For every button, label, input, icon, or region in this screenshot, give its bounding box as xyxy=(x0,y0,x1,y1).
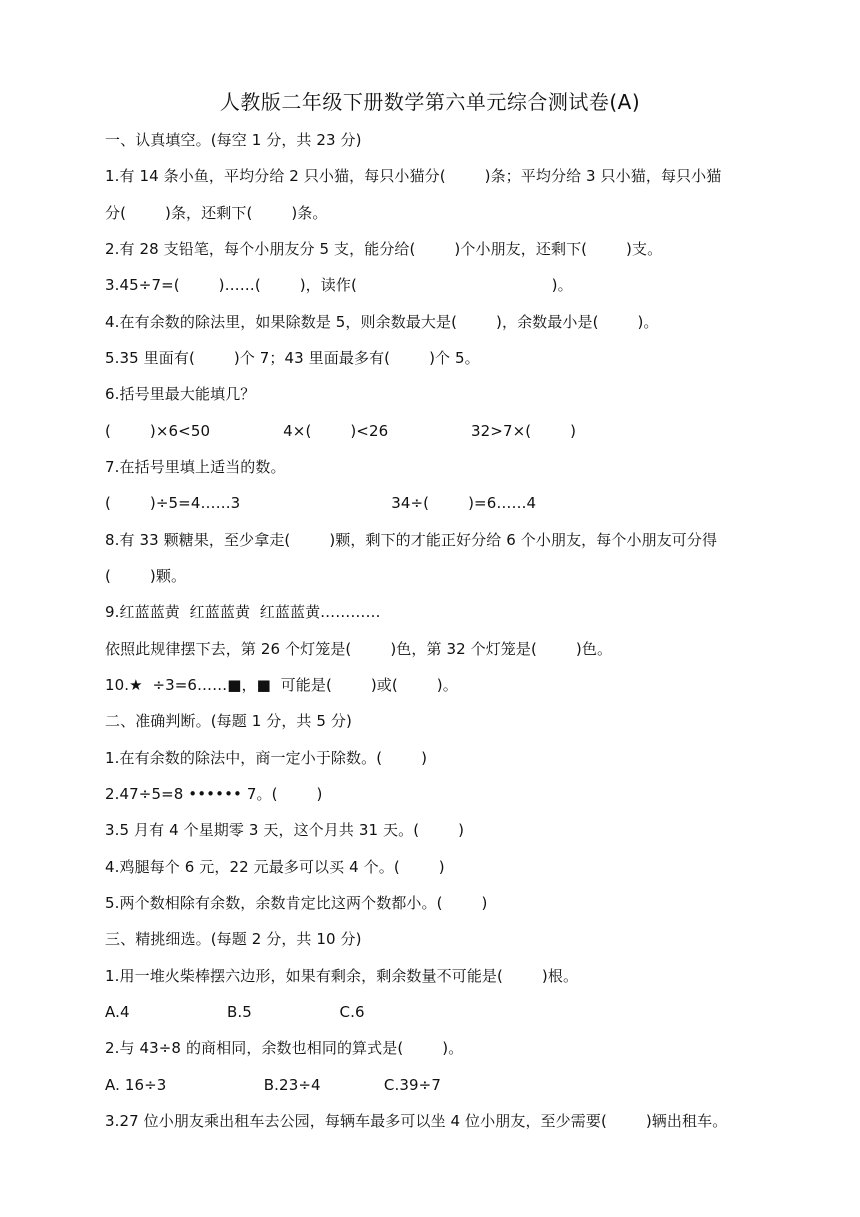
question-3-2-options: A. 16÷3 B.23÷4 C.39÷7 xyxy=(105,1076,441,1094)
question-2-4: 4.鸡腿每个 6 元，22 元最多可以买 4 个。( ) xyxy=(105,858,445,876)
question-1-1-continued: 分( )条，还剩下( )条。 xyxy=(105,204,328,222)
question-1-6-items: ( )×6<50 4×( )<26 32>7×( ) xyxy=(105,422,577,440)
question-1-8-continued: ( )颗。 xyxy=(105,567,187,585)
question-3-2: 2.与 43÷8 的商相同，余数也相同的算式是( )。 xyxy=(105,1039,464,1057)
question-1-10: 10.★ ÷3=6……■，■ 可能是( )或( )。 xyxy=(105,676,458,694)
question-1-8: 8.有 33 颗糖果，至少拿走( )颗，剩下的才能正好分给 6 个小朋友，每个小朋友可分得 xyxy=(105,531,718,549)
question-1-2: 2.有 28 支铅笔，每个小朋友分 5 支，能分给( )个小朋友，还剩下( )支。 xyxy=(105,240,663,258)
question-1-9-continued: 依照此规律摆下去，第 26 个灯笼是( )色，第 32 个灯笼是( )色。 xyxy=(105,640,613,658)
page-title: 人教版二年级下册数学第六单元综合测试卷(A) xyxy=(219,90,641,114)
question-1-6: 6.括号里最大能填几？ xyxy=(105,385,256,403)
section-heading-multiple-choice: 三、精挑细选。(每题 2 分，共 10 分) xyxy=(105,930,362,948)
question-1-3: 3.45÷7=( )……( )，读作( )。 xyxy=(105,276,573,294)
question-2-2: 2.47÷5=8 •••••• 7。( ) xyxy=(105,785,323,803)
question-1-7: 7.在括号里填上适当的数。 xyxy=(105,458,286,476)
question-1-5: 5.35 里面有( )个 7；43 里面最多有( )个 5。 xyxy=(105,349,480,367)
section-heading-fill-in: 一、认真填空。(每空 1 分，共 23 分) xyxy=(105,131,362,149)
question-3-1: 1.用一堆火柴棒摆六边形，如果有剩余，剩余数量不可能是( )根。 xyxy=(105,967,579,985)
question-1-7-items: ( )÷5=4……3 34÷( )=6……4 xyxy=(105,494,537,512)
question-2-1: 1.在有余数的除法中，商一定小于除数。( ) xyxy=(105,749,428,767)
question-3-1-options: A.4 B.5 C.6 xyxy=(105,1003,365,1021)
question-1-4: 4.在有余数的除法里，如果除数是 5，则余数最大是( )，余数最小是( )。 xyxy=(105,313,659,331)
section-heading-true-false: 二、准确判断。(每题 1 分，共 5 分) xyxy=(105,712,352,730)
question-2-5: 5.两个数相除有余数，余数肯定比这两个数都小。( ) xyxy=(105,894,488,912)
question-1-1: 1.有 14 条小鱼，平均分给 2 只小猫，每只小猫分( )条；平均分给 3 只小猫，每只小猫 xyxy=(105,167,722,185)
question-2-3: 3.5 月有 4 个星期零 3 天，这个月共 31 天。( ) xyxy=(105,821,465,839)
question-1-9: 9.红蓝蓝黄 红蓝蓝黄 红蓝蓝黄………… xyxy=(105,603,381,621)
question-3-3: 3.27 位小朋友乘出租车去公园，每辆车最多可以坐 4 位小朋友，至少需要( )辆出租车。 xyxy=(105,1112,728,1130)
